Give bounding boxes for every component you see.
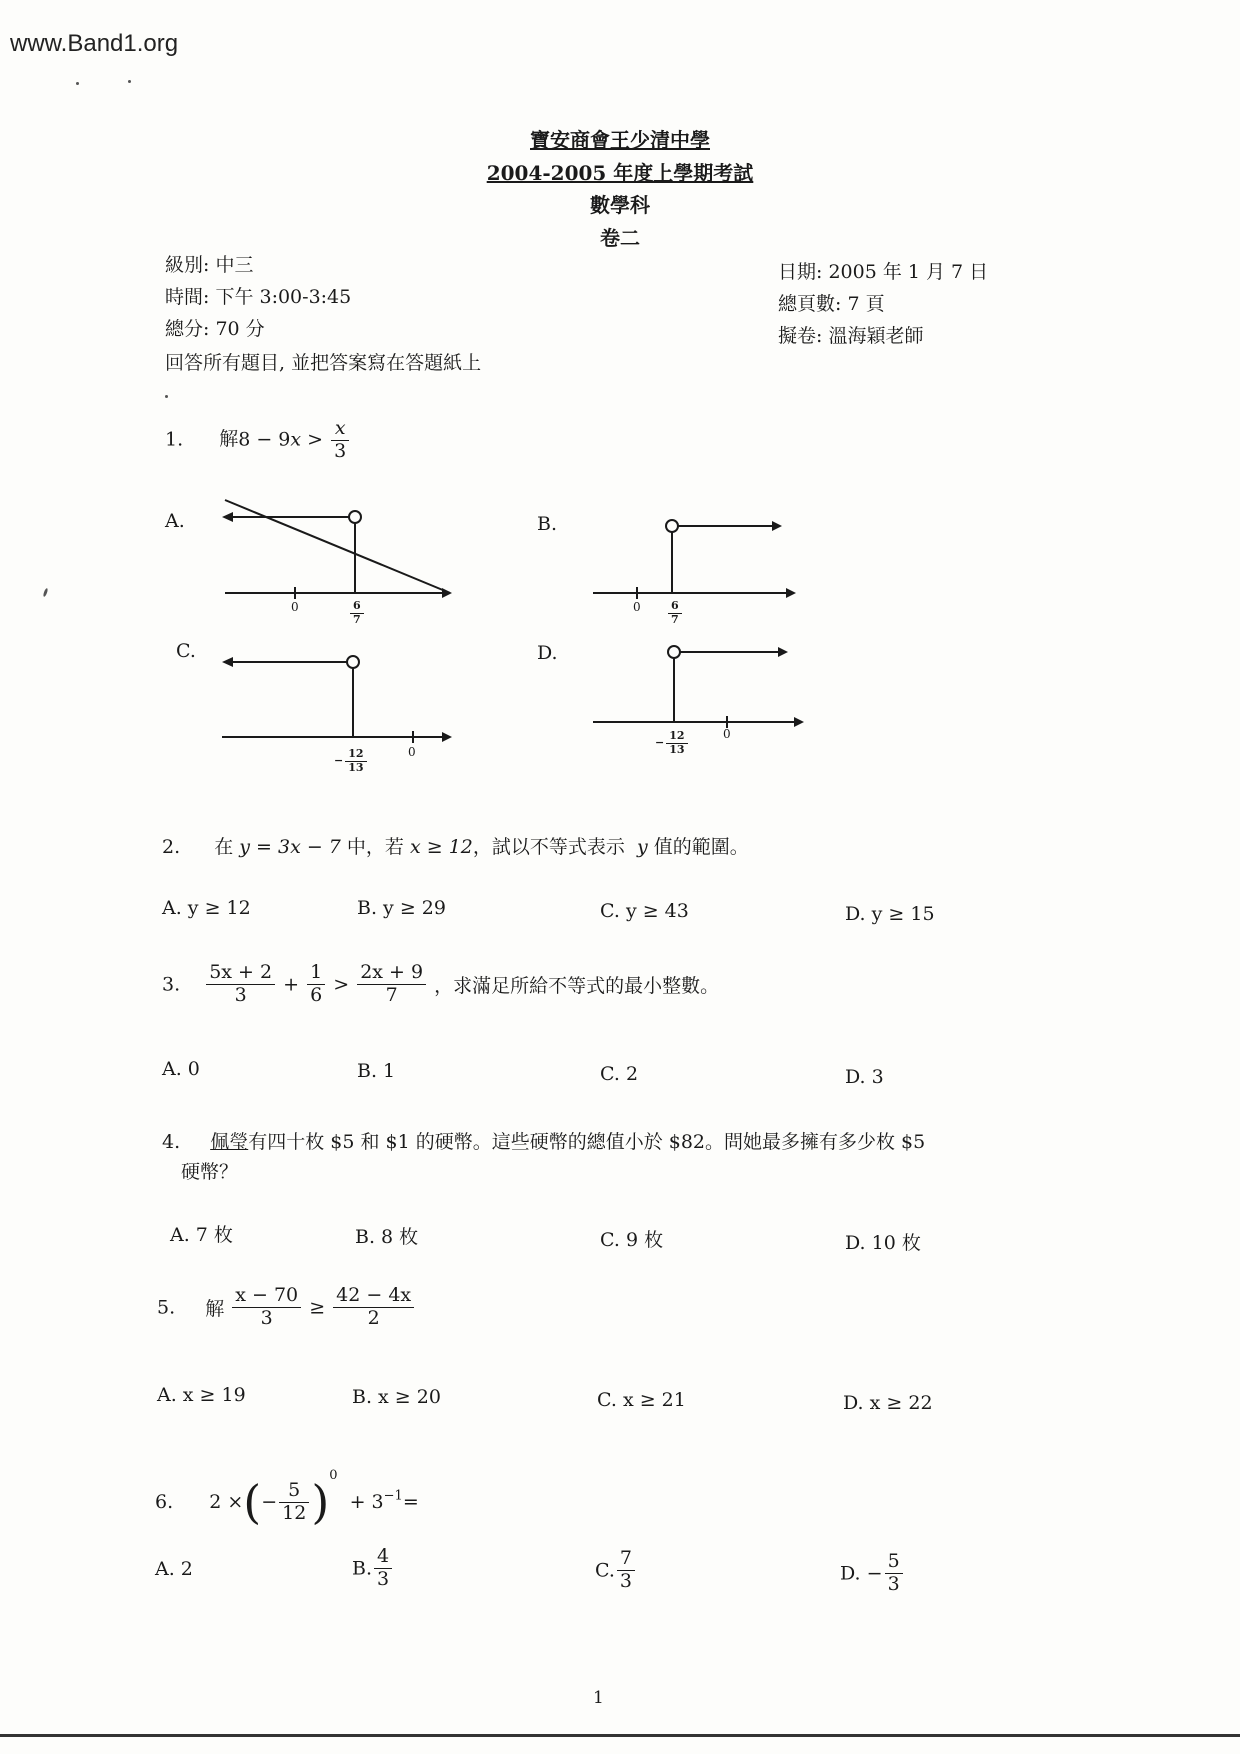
q6-term: + 3 [349, 1491, 384, 1513]
scan-speck [165, 395, 168, 398]
info-instruction: 回答所有題目, 並把答案寫在答題紙上 [165, 352, 482, 374]
tick-label-zero: 0 [633, 600, 641, 614]
q1-lhs: 8 − 9 [238, 428, 291, 451]
q3-relation: > [333, 973, 350, 996]
q6-option-b: B. $\frac{4}{3}$ [352, 1546, 394, 1591]
watermark-url: www.Band1.org [10, 30, 179, 57]
question-5 [157, 1285, 416, 1330]
q3-option-a: A. 0 [162, 1058, 200, 1080]
q1-option-d-numberline [590, 640, 810, 740]
q2-condition: x ≥ 12 [409, 836, 473, 858]
paper-title: 卷二 [600, 226, 640, 250]
q6-option-c: C. $\frac{7}{3}$ [595, 1548, 637, 1593]
q4-person-name: 佩瑩 [210, 1131, 249, 1153]
info-level: 級別: 中三 [165, 254, 254, 276]
q4-option-a: A. 7 枚 [170, 1224, 233, 1246]
q1-option-b-numberline [590, 500, 810, 630]
q5-fraction-1: $\frac{x - 70}{3}$ [232, 1285, 301, 1330]
question-1 [165, 418, 351, 463]
q4-text-line2: 硬幣？ [181, 1161, 239, 1183]
q3-fraction-1: $\frac{5x + 2}{3}$ [206, 962, 275, 1007]
info-date: 日期: 2005 年 1 月 7 日 [778, 261, 989, 283]
q2-text: 值的範圍。 [653, 836, 749, 858]
info-setter: 擬卷: 溫海穎老師 [778, 325, 924, 347]
page-number: 1 [593, 1688, 604, 1708]
question-number: 2. [162, 836, 181, 858]
q2-option-d: D. y ≥ 15 [845, 903, 935, 925]
q5-option-c: C. x ≥ 21 [597, 1389, 686, 1411]
q3-text: ，求滿足所給不等式的最小整數。 [434, 974, 720, 997]
q2-y-var: y [636, 836, 648, 858]
tick-label-zero: 0 [291, 600, 299, 614]
q2-text: 中，若 [346, 836, 404, 858]
q1-option-c-label: C. [176, 640, 196, 662]
q3-option-b: B. 1 [357, 1060, 396, 1082]
tick-label-mark: $\frac{6}{7}$ [348, 600, 366, 626]
q5-fraction-2: $\frac{42 - 4x}{2}$ [333, 1285, 414, 1330]
info-total-pages: 總頁數: 7 頁 [778, 293, 885, 315]
question-number: 4. [162, 1131, 181, 1153]
q2-text: 在 [214, 836, 234, 858]
question-number: 1. [165, 428, 184, 451]
q6-exponent: 0 [329, 1468, 338, 1483]
scan-speck [128, 80, 131, 83]
scan-edge-line [0, 1734, 1240, 1737]
info-total-marks: 總分: 70 分 [165, 318, 265, 340]
question-number: 5. [157, 1296, 176, 1319]
q4-text-line1: 有四十枚 $5 和 $1 的硬幣。這些硬幣的總值小於 $82。問她最多擁有多少枚 $5 [248, 1131, 926, 1153]
q4-option-d: D. 10 枚 [845, 1232, 921, 1254]
q1-option-a-numberline [220, 500, 460, 630]
q1-var: x [290, 428, 302, 451]
q4-option-c: C. 9 枚 [600, 1229, 664, 1251]
q5-option-b: B. x ≥ 20 [352, 1386, 441, 1408]
right-paren: ) [311, 1475, 330, 1529]
q1-option-d-label: D. [537, 642, 558, 664]
q3-operator: + [283, 973, 300, 996]
q6-sign: − [261, 1491, 278, 1513]
q3-fraction-3: $\frac{2x + 9}{7}$ [357, 962, 426, 1007]
q2-option-c: C. y ≥ 43 [600, 900, 689, 922]
q2-equation: y = 3x − 7 [239, 836, 341, 858]
scan-speck [43, 588, 49, 597]
question-6 [155, 1468, 419, 1529]
q2-option-a: A. y ≥ 12 [162, 897, 251, 919]
q2-option-b: B. y ≥ 29 [357, 897, 446, 919]
tick-label-mark: $\frac{6}{7}$ [666, 600, 684, 626]
q1-relation: > [307, 428, 324, 451]
scan-speck [76, 82, 79, 85]
question-4 [162, 1127, 925, 1154]
q3-fraction-2: $\frac{1}{6}$ [307, 962, 325, 1007]
q4-option-b: B. 8 枚 [355, 1226, 419, 1248]
q5-prefix: 解 [205, 1297, 225, 1320]
q6-equals: = [402, 1491, 419, 1513]
question-3 [162, 962, 719, 1007]
tick-label-mark: − $\frac{12}{13}$ [655, 730, 690, 756]
subject-title: 數學科 [590, 193, 650, 217]
q1-option-c-numberline [220, 645, 460, 745]
tick-label-zero: 0 [723, 727, 731, 741]
q6-fraction: $\frac{5}{12}$ [279, 1480, 309, 1525]
q5-option-a: A. x ≥ 19 [157, 1384, 246, 1406]
q6-option-d: D. − $\frac{5}{3}$ [840, 1551, 905, 1596]
tick-label-zero: 0 [408, 745, 416, 759]
q1-option-b-label: B. [537, 513, 558, 535]
q6-option-a: A. 2 [155, 1558, 193, 1580]
school-name: 寶安商會王少清中學 [530, 128, 710, 152]
q2-text: ，試以不等式表示 [472, 836, 625, 858]
q1-prefix: 解 [219, 428, 239, 451]
info-time: 時間: 下午 3:00-3:45 [165, 286, 352, 308]
question-number: 6. [155, 1491, 174, 1513]
q6-coefficient: 2 × [209, 1491, 244, 1513]
left-paren: ( [243, 1475, 262, 1529]
q5-option-d: D. x ≥ 22 [843, 1392, 933, 1414]
q3-option-c: C. 2 [600, 1063, 639, 1085]
q6-term-exponent: −1 [383, 1488, 403, 1504]
q3-option-d: D. 3 [845, 1066, 884, 1088]
question-2 [162, 832, 749, 859]
q1-fraction: $\frac{x}{3}$ [331, 418, 349, 463]
q1-option-a-label: A. [165, 510, 185, 532]
tick-label-mark: − $\frac{12}{13}$ [334, 748, 369, 774]
q5-relation: ≥ [309, 1296, 326, 1319]
question-number: 3. [162, 973, 181, 996]
exam-title: 2004-2005 年度上學期考試 [486, 161, 754, 185]
